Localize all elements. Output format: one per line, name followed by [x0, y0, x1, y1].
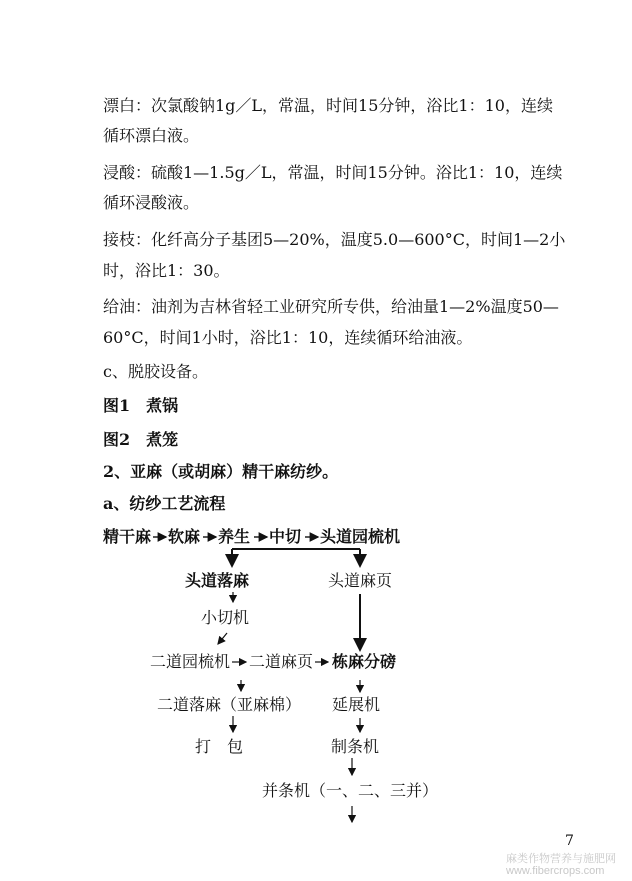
flow-node-xiaoqieji: 小切机 [201, 608, 250, 627]
flow-node-zhongqie: 中切 [269, 527, 302, 546]
paragraph-bleach-line2: 循环漂白液。 [103, 126, 200, 145]
flow-node-toudao-luoma: 头道落麻 [185, 571, 250, 590]
flow-node-erdao-shuli: 二道园梳机 [150, 652, 231, 671]
section-2-heading: 2、亚麻（或胡麻）精干麻纺纱。 [103, 462, 339, 481]
flow-node-erdao-luoma: 二道落麻（亚麻棉） [157, 695, 302, 714]
flow-node-bingtiaoji: 并条机（一、二、三并） [262, 781, 439, 800]
paragraph-oil-line1: 给油：油剂为吉林省轻工业研究所专供，给油量1—2%温度50— [103, 297, 559, 316]
watermark-title: 麻类作物营养与施肥网 [506, 853, 616, 865]
flow-node-ruanma: 软麻 [168, 527, 201, 546]
page-number: 7 [565, 833, 574, 849]
flow-node-yanzhanji: 延展机 [332, 695, 381, 714]
paragraph-oil-line2: 60°C，时间1小时，浴比1：10，连续循环给油液。 [103, 328, 473, 347]
flow-node-dongma-fenbang: 栋麻分磅 [332, 652, 397, 671]
paragraph-acid-line2: 循环浸酸液。 [103, 193, 200, 212]
flow-node-toudao-shuli: 头道园梳机 [320, 527, 401, 546]
flow-node-erdao-mayue: 二道麻页 [249, 652, 314, 671]
paragraph-graft-line1: 接枝：化纤高分子基团5—20%，温度5.0—600°C，时间1—2小 [103, 230, 566, 249]
paragraph-bleach-line1: 漂白：次氯酸钠1g／L，常温，时间15分钟，浴比1：10，连续 [103, 96, 553, 115]
flow-node-jingganma: 精干麻 [103, 527, 152, 546]
figure-1-caption: 图1 煮锅 [103, 396, 179, 415]
watermark-url: www.fibercrops.com [506, 865, 605, 877]
arrow-xiaoqie-erdao [218, 633, 227, 644]
item-c-degumming: c、脱胶设备。 [103, 362, 208, 381]
paragraph-graft-line2: 时，浴比1：30。 [103, 261, 230, 280]
flow-node-dabao: 打 包 [195, 737, 244, 756]
flow-node-yangsheng: 养生 [218, 527, 251, 546]
figure-2-caption: 图2 煮笼 [103, 430, 179, 449]
paragraph-acid-line1: 浸酸：硫酸1—1.5g／L，常温，时间15分钟。浴比1：10，连续 [103, 163, 563, 182]
item-a-process-heading: a、纺纱工艺流程 [103, 494, 226, 513]
flow-node-zhitiaoji: 制条机 [331, 737, 380, 756]
flow-node-toudao-mayue: 头道麻页 [328, 571, 393, 590]
